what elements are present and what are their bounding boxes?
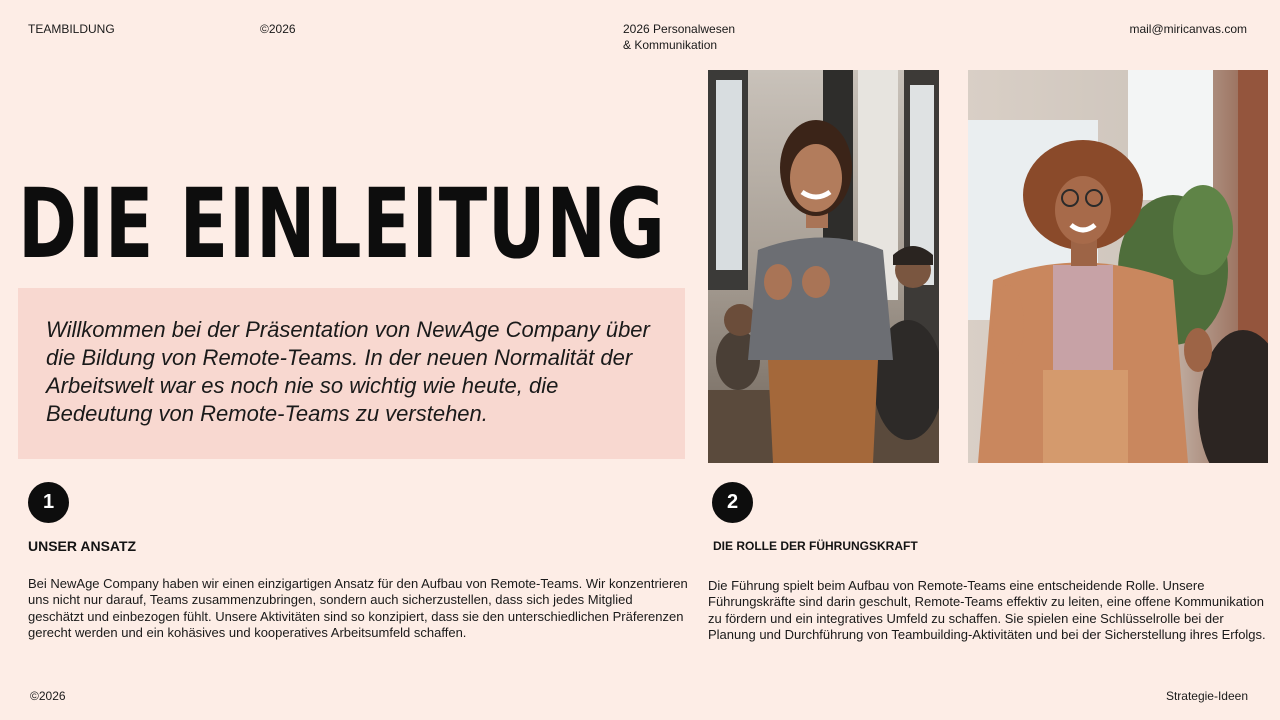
photo-presenter-clapping [708, 70, 939, 463]
header-center-block [623, 21, 735, 53]
header-center-line1: 2026 Personalwesen [623, 22, 736, 36]
photo-presenter-speaking [968, 70, 1268, 463]
header-center-line2: & Kommunikation [623, 38, 718, 52]
footer-copyright: ©2026 [30, 689, 66, 703]
header-email[interactable]: mail@miricanvas.com [1129, 22, 1247, 36]
intro-text: Willkommen bei der Präsentation von NewAge Company über die Bildung von Remote-Teams. In der neuen Normalität der Arbeitswelt war es noch nie so wichtig wie heute, die Bedeutung von Remote-Teams zu verstehen. [46, 317, 650, 426]
photo-presenter-clapping-image [708, 70, 939, 463]
section-2-body: Die Führung spielt beim Aufbau von Remote-Teams eine entscheidende Rolle. Unsere Führungskräfte sind darin geschult, Remote-Teams effektiv zu leiten, eine offene Kommunikation zu fördern und ein integratives Umfeld zu schaffen. Sie spielen eine Schlüsselrolle bei der Planung und Durchführung von Teambuilding-Aktivitäten und bei der Sicherstellung ihres Erfolgs. [708, 578, 1266, 643]
section-2-number-badge: 2 [712, 482, 753, 523]
section-2-body-container [708, 578, 1268, 644]
intro-box [18, 288, 685, 459]
section-2-heading: DIE ROLLE DER FÜHRUNGSKRAFT [713, 539, 918, 553]
page-title: DIE EINLEITUNG [18, 168, 666, 280]
section-1-body-container [28, 576, 688, 642]
footer-label: Strategie-Ideen [1165, 689, 1248, 703]
section-1-body: Bei NewAge Company haben wir einen einzigartigen Ansatz für den Aufbau von Remote-Teams. Wir konzentrieren uns nicht nur darauf, Teams zusammenzubringen, sondern auch sicherzustellen, dass sich jedes Mitglied geschätzt und einbezogen fühlt. Unsere Aktivitäten sind so konzipiert, dass sie den unterschiedlichen Präferenzen gerecht werden und ein kohäsives und kooperatives Arbeitsumfeld schaffen. [28, 576, 688, 641]
header-label: TEAMBILDUNG [28, 22, 115, 36]
section-1-number-badge: 1 [28, 482, 69, 523]
section-1-heading: UNSER ANSATZ [28, 538, 137, 554]
header-copyright: ©2026 [260, 22, 296, 36]
photo-presenter-speaking-image [968, 70, 1268, 463]
